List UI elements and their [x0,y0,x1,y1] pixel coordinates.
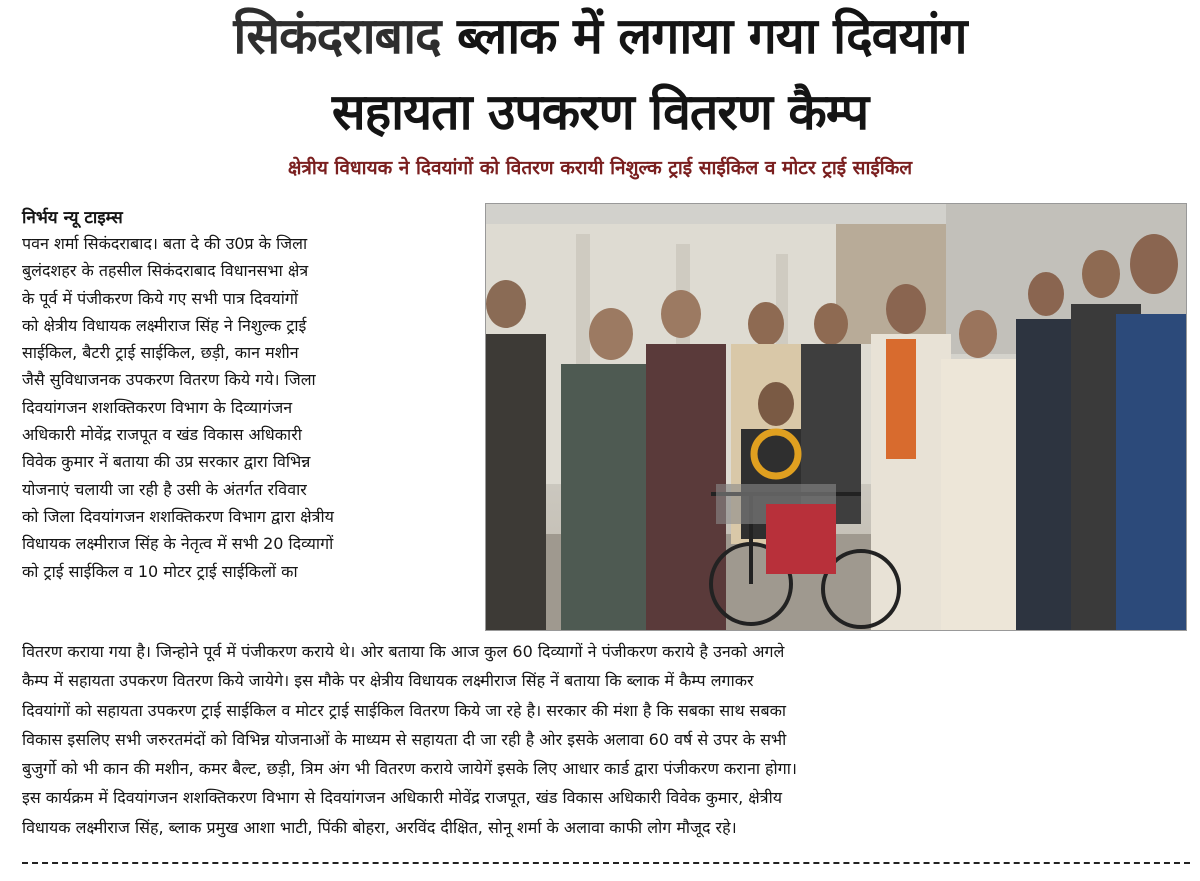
headline-line-1 [0,6,1200,66]
subheadline: क्षेत्रीय विधायक ने दिवयांगों को वितरण करायी निशुल्क ट्राई साईकिल व मोटर ट्राई साईकिल [287,157,913,179]
article-body [22,637,1190,842]
column-line: को क्षेत्रीय विधायक लक्ष्मीराज सिंह ने निशुल्क ट्राई [22,315,307,335]
column-line: पवन शर्मा सिकंदराबाद। बता दे की उ0प्र के जिला [22,234,308,253]
body-line: बुजुर्गो को भी कान की मशीन, कमर बैल्ट, छड़ी, त्रिम अंग भी वितरण कराये जायेगें इसके लिए आधार कार्ड द्वारा पंजीकरण कराना होगा। [22,759,797,779]
column-line: अधिकारी मोवेंद्र राजपूत व खंड विकास अधिकारी [22,425,302,445]
column-line: के पूर्व में पंजीकरण किये गए सभी पात्र दिवयांगों [22,288,298,308]
column-line: को जिला दिवयांगजन शशक्तिकरण विभाग द्वारा क्षेत्रीय [22,506,334,526]
body-line: कैम्प में सहायता उपकरण वितरण किये जायेगे। इस मौके पर क्षेत्रीय विधायक लक्ष्मीराज सिंह नें बताया कि ब्लाक में कैम्प लगाकर [22,671,754,691]
news-photo [485,203,1187,631]
column-line: विधायक लक्ष्मीराज सिंह के नेतृत्व में सभी 20 दिव्यागों [22,534,334,554]
body-line: इस कार्यक्रम में दिवयांगजन शशक्तिकरण विभाग से दिवयांगजन अधिकारी मोवेंद्र राजपूत, खंड विकास अधिकारी विवेक कुमार, क्षेत्रीय [22,788,783,808]
body-line: दिवयांगों को सहायता उपकरण ट्राई साईकिल व मोटर ट्राई साईकिल वितरण किये जा रहे है। सरकार की मंशा है कि सबका साथ सबका [22,700,787,720]
bottom-divider [22,862,1190,864]
column-line: योजनाएं चलायी जा रही है उसी के अंतर्गत रविवार [22,479,307,499]
column-line: बुलंदशहर के तहसील सिकंदराबाद विधानसभा क्षेत्र [22,261,309,281]
body-line: विधायक लक्ष्मीराज सिंह, ब्लाक प्रमुख आशा भाटी, पिंकी बोहरा, अरविंद दीक्षित, सोनू शर्मा के अलावा काफी लोग मौजूद रहे। [22,817,737,837]
body-line: वितरण कराया गया है। जिन्होने पूर्व में पंजीकरण कराये थे। ओर बताया कि आज कुल 60 दिव्यागों ने पंजीकरण कराये है उनको अगले [22,642,785,661]
column-line: दिवयांगजन शशक्तिकरण विभाग के दिव्यागंजन [22,397,293,417]
headline-line-1-rest: ब्लाक में लगाया गया दिवयांग [440,7,967,65]
column-line: विवेक कुमार नें बताया की उप्र सरकार द्वारा विभिन्न [22,452,311,472]
column-line: को ट्राई साईकिल व 10 मोटर ट्राई साईकिलों का [22,561,298,581]
column-line: साईकिल, बैटरी ट्राई साईकिल, छड़ी, कान मशीन [22,343,299,363]
byline: निर्भय न्यू टाइम्स [22,208,123,228]
headline-line-2: सहायता उपकरण वितरण कैम्प [331,83,869,141]
column-text [22,230,474,585]
headline-place: सिकंदराबाद [233,7,441,65]
column-line: जैसै सुविधाजनक उपकरण वितरण किये गये। जिला [22,370,316,390]
body-line: विकास इसलिए सभी जरुरतमंदों को विभिन्न योजनाओं के माध्यम से सहायता दी जा रही है ओर इसके अलावा 60 वर्ष से उपर के सभी [22,729,787,749]
